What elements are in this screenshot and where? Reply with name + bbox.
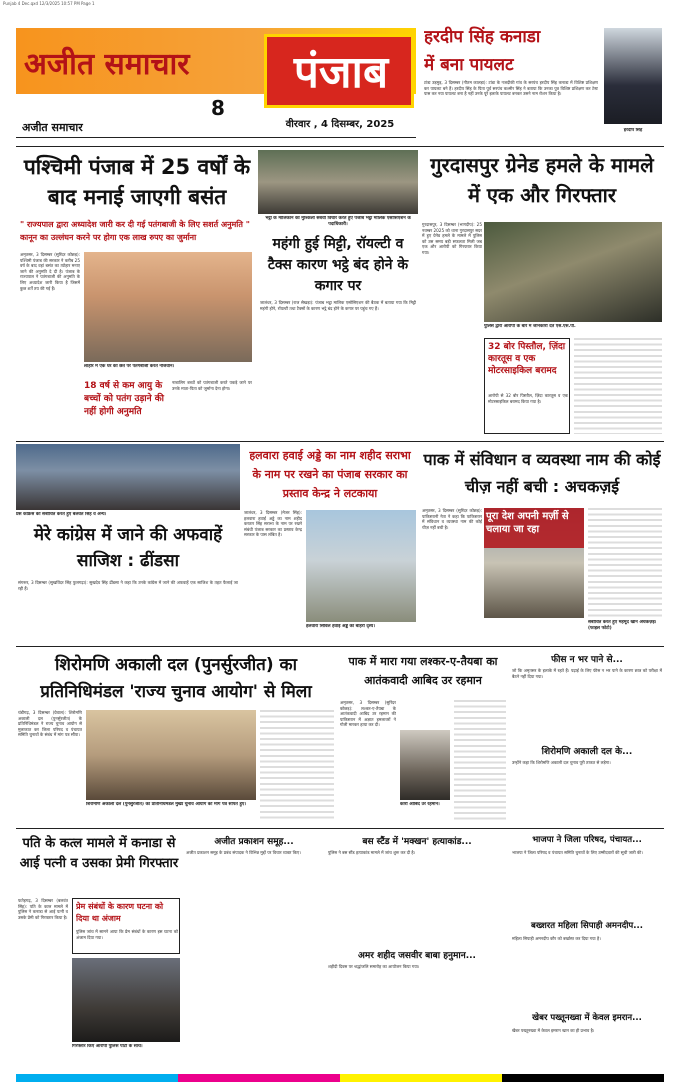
story-grenade: [420, 148, 664, 440]
grenade-headline: गुरदासपुर ग्रेनेड हमले के मामले में एक और गिरफ्तार: [430, 153, 654, 207]
grenade-box: [484, 338, 570, 434]
story-bhajpa: [510, 832, 664, 916]
husband-murder-photo-caption: गिरफ्तार किए आरोपी पुलिस पार्टी के साथ।: [72, 1044, 143, 1049]
halwara-photo-caption: हलवारा सिविल हवाई अड्डे का बाहरी दृश्य।: [306, 624, 375, 629]
dhindsa-photo-caption: प्रैस कांफ्रेंस को संबोधित करते हुए बलवंत सिंह व अन्य।: [16, 512, 107, 517]
color-registration-bar: [16, 1074, 664, 1082]
halwara-headline: हलवारा हवाई अड्डे का नाम शहीद सराभा के नाम पर रखने का पंजाब सरकार का प्रस्ताव केन्द्र ने लटकाया: [249, 449, 411, 500]
husband-murder-box-body: पुलिस जांच में सामने आया कि प्रेम संबंधों के कारण इस घटना को अंजाम दिया गया।: [76, 929, 178, 940]
hardeep-headline-1: हरदीप सिंह कनाडा: [424, 27, 541, 46]
fees-headline: फीस न भर पाने से...: [551, 655, 623, 665]
grenade-photo: [484, 222, 662, 322]
story-bus-stand: [326, 832, 508, 944]
story-hardeep: [424, 18, 664, 146]
lashkar-body-right: [454, 700, 506, 822]
bricks-headline: महंगी हुई मिट्टी, रॉयल्टी व टैक्स कारण भट्ठे बंद होने के कगार पर: [267, 236, 409, 294]
story-ajit-prakash: [184, 832, 324, 1068]
story-basant: [16, 150, 256, 440]
bakhtawar-headline: बख्शरत महिला सिपाही अमनदीप...: [531, 921, 643, 931]
akali-delegation-photo-caption: शिरोमणि अकाली दल (पुनर्सुरजीत) का प्रतिनिधिमंडल मुख्य चुनाव आयोग को मांग पत्र सौंपते हुए।: [86, 802, 247, 807]
lashkar-headline: पाक में मारा गया लश्कर-ए-तैयबा का आतंकवादी आबिद उर रहमान: [348, 655, 498, 687]
basant-body: अमृतसर, 3 दिसम्बर (सुरिंदर कोछड़): पश्चिमी पंजाब की सरकार ने करीब 25 वर्ष के बाद वहां बसंत का त्योहार मनाए जाने की अनुमति दे दी है। पंजाब के राज्यपाल ने पतंगबाजी की अनुमति के लिए अध्यादेश जारी किया है जिसमें कुछ शर्तें तय की गई हैं।: [20, 252, 80, 291]
husband-murder-box-headline: प्रेम संबंधों के कारण घटना को दिया था अंजाम: [76, 902, 164, 923]
akali-delegation-photo: [86, 710, 256, 800]
bus-stand-body: पुलिस ने बस स्टैंड हत्याकांड मामले में जांच शुरू कर दी है।: [328, 850, 416, 855]
paper-name: अजीत समाचार: [24, 47, 190, 82]
fees-body: जो कि अमृतसर के इलाके में रहते हैं। पढ़ाई के लिए फीस न भर पाने के कारण छात्र को परीक्षा में बैठने नहीं दिया गया।: [512, 668, 662, 679]
dhindsa-photo: [16, 444, 240, 510]
paper-name-small: अजीत समाचार: [22, 121, 83, 134]
bhajpa-headline: भाजपा ने जिला परिषद, पंचायत...: [532, 835, 642, 845]
fatehgarh-body: खैबर पख्तूनख्वा में केवल इमरान खान का ही प्रभाव है।: [512, 1028, 595, 1033]
date-line: वीरवार , 4 दिसम्बर, 2025: [285, 119, 395, 130]
ajit-prakash-headline: अजीत प्रकाशन समूह...: [214, 837, 294, 847]
bricks-body: जालंधर, 3 दिसम्बर (राज सेखड़ा): पंजाब भट्ठा मालिक एसोसिएशन की बैठक में बताया गया कि मिट्टी महंगी होने, रॉयल्टी तथा टैक्सों के कारण भट्ठे बंद होने के कगार पर पहुंच गए हैं।: [260, 300, 416, 311]
story-fatehgarh: [510, 1010, 664, 1068]
story-bakhtawar: [510, 918, 664, 1008]
jasvir-headline: अमर शहीद जसवीर बाबा हनुमान...: [358, 951, 476, 961]
hardeep-photo: [604, 28, 662, 124]
story-akali-delegation: [16, 650, 336, 826]
constitution-body-right: [588, 508, 662, 618]
akali-cont-headline: शिरोमणि अकाली दल के...: [541, 747, 633, 757]
story-jasvir: [326, 946, 508, 1068]
halwara-body: जालंधर, 3 दिसम्बर (मेजर सिंह): हलवारा हवाई अड्डे का नाम शहीद करतार सिंह सराभा के नाम पर रखने संबंधी पंजाब सरकार का प्रस्ताव केन्द्र सरकार के पास लंबित है।: [244, 510, 302, 538]
halwara-photo: [306, 510, 416, 622]
ajit-prakash-body: अजीत प्रकाशन समूह के प्रबंध संपादक ने विभिन्न मुद्दों पर विचार व्यक्त किए।: [186, 850, 301, 855]
husband-murder-photo: [72, 958, 180, 1042]
bhajpa-body: भाजपा ने जिला परिषद व पंचायत समिति चुनावों के लिए उम्मीदवारों की सूची जारी की।: [512, 850, 643, 855]
story-husband-murder: [16, 832, 182, 1068]
bus-stand-headline: बस स्टैंड में 'मक्खन' हत्याकांड...: [362, 837, 472, 847]
dhindsa-headline: मेरे कांग्रेस में जाने की अफवाहें साजिश : ढींडसा: [33, 525, 223, 571]
bricks-photo-caption: भट्ठों के मालिकान की मुश्किलों संबंधी विचार करते हुए पंजाब भट्ठा मालिक एसोसिएशन के पदाधिकारी।: [265, 216, 411, 227]
hardeep-headline-2: में बना पायलट: [424, 55, 514, 74]
akali-delegation-headline: शिरोमणि अकाली दल (पुनर्सुरजीत) का प्रतिनिधिमंडल 'राज्य चुनाव आयोग' से मिला: [40, 655, 312, 702]
constitution-body: अमृतसर, 3 दिसम्बर (सुरिंदर कोछड़): पाकिस्तानी नेता ने कहा कि पाकिस्तान में संविधान व व्यवस्था नाम की कोई चीज़ नहीं बची है।: [422, 508, 482, 530]
grenade-body: गुरदासपुर, 3 दिसम्बर (भागदीप): 25 नवम्बर 2025 को थाना गुरदासपुर सदर में हुए ग्रेनेड हमले के मामले में पुलिस को उस समय बड़ी सफलता मिली जब एक और आरोपी को गिरफ्तार किया गया।: [422, 222, 482, 255]
story-dhindsa: [16, 444, 240, 644]
basant-subheadline: 18 वर्ष से कम आयु के बच्चों को पतंग उड़ाने की नहीं होगी अनुमति: [84, 381, 164, 417]
grenade-box-body: आरोपी से 32 बोर पिस्तौल, ज़िंदा कारतूस व एक मोटरसाइकिल बरामद किया गया है।: [488, 393, 568, 404]
basant-headline: पश्चिमी पंजाब में 25 वर्षों के बाद मनाई जाएगी बसंत: [23, 155, 251, 209]
grenade-box-headline: 32 बोर पिस्तौल, ज़िंदा कारतूस व एक मोटरसाइकिल बरामद: [488, 342, 566, 376]
hardeep-body: टांडा उड़मुड़, 3 दिसम्बर (गौतम कालड़ा): टांडा के नजदीकी गांव के सरपंच हरदीप सिंह कनाडा में विशिष्ट प्रशिक्षण कर पायलट बने हैं। हरदीप सिंह के पिता पूर्व सरपंच कश्मीर सिंह ने बताया कि उनका पुत्र विशिष्ट प्रशिक्षण कर टेस्ट पास कर नया पायलट बना है नहीं उनके पूरे इलाके पायलट बनकर उसने नाम रोशन किया है।: [424, 80, 598, 97]
constitution-photo-caption: संबोधित करते हुए महमूद खान अचकज़ई। (फाइल फोटो): [588, 620, 657, 631]
basant-deck: " राज्यपाल द्वारा अध्यादेश जारी कर दी गई पतंगबाजी के लिए सशर्त अनुमति " कानून का उल्लंघन करने पर होगा एक लाख रुपए का जुर्माना: [20, 220, 250, 242]
lashkar-photo: [400, 730, 450, 800]
constitution-pull-quote: पूरा देश अपनी मर्ज़ी से चलाया जा रहा: [484, 508, 584, 548]
bakhtawar-body: महिला सिपाही अमनदीप कौर को बर्खास्त कर दिया गया है।: [512, 936, 601, 941]
akali-delegation-body-right: [260, 710, 334, 822]
section-name: पंजाब: [293, 47, 389, 98]
print-slug: Punjab 4 Dec.qxd 12/3/2025 10:57 PM Page 1: [3, 1, 95, 6]
husband-murder-body: फतेहगढ़, 3 दिसम्बर (बलवंत सिंह): पति के कत्ल मामले में पुलिस ने कनाडा से आई पत्नी व उसके प्रेमी को गिरफ्तार किया है।: [18, 898, 68, 920]
bricks-photo: [258, 150, 418, 214]
fatehgarh-headline: खेबर पख्तूनख्वा में केवल इमरान...: [532, 1013, 642, 1023]
basant-photo-caption: लाहौर में एक घर की छत पर पतंगबाजी करते नौजवान।: [84, 364, 175, 369]
basant-photo: [84, 252, 252, 362]
story-halwara: [242, 444, 418, 644]
basant-subbody: नाबालिग बच्चों को पतंगबाजी करते पकड़े जाने पर उनके माता-पिता को जुर्माना देना होगा।: [172, 380, 252, 391]
dhindsa-body: संगरूर, 3 दिसम्बर (सुखविंदर सिंह फुलगढ़ा): सुखदेव सिंह ढींडसा ने कहा कि उनके कांग्रेस में जाने की अफवाहें एक साजिश के तहत फैलाई जा रही हैं।: [18, 580, 238, 591]
constitution-headline: पाक में संविधान व व्यवस्था नाम की कोई चीज़ नहीं बची : अचकज़ई: [423, 450, 661, 496]
story-bricks: [258, 150, 418, 440]
hardeep-photo-caption: हरदीप सिंह: [623, 128, 643, 133]
story-lashkar: [338, 650, 508, 826]
lashkar-photo-caption: कारी आबिद उर रहमान।: [400, 802, 440, 807]
page-number: 8: [211, 96, 225, 120]
story-fees: [510, 650, 664, 740]
jasvir-body: शहीदी दिवस पर श्रद्धांजलि समारोह का आयोजन किया गया।: [328, 964, 420, 969]
grenade-body-right: [574, 338, 662, 434]
husband-murder-headline: पति के कत्ल मामले में कनाडा से आई पत्नी व उसका प्रेमी गिरफ्तार: [19, 836, 179, 871]
grenade-photo-caption: पुलिस द्वारा आरोपी के बारे में जानकारी देते एस.एस.पी.: [484, 324, 576, 329]
story-constitution: [420, 444, 664, 644]
masthead: [16, 28, 416, 136]
story-akali-cont: [510, 742, 664, 826]
akali-delegation-body: चंडीगढ़, 3 दिसम्बर (ग्रेवाल): शिरोमणि अकाली दल (पुनर्सुरजीत) के प्रतिनिधिमंडल ने राज्य चुनाव आयोग से मुलाकात कर जिला परिषद व पंचायत समिति चुनावों के संबंध में मांग पत्र सौंपा।: [18, 710, 82, 738]
akali-cont-body: उन्होंने कहा कि शिरोमणि अकाली दल चुनाव पूरी ताकत से लड़ेगा।: [512, 760, 611, 765]
husband-murder-box: [72, 898, 180, 954]
lashkar-body: अमृतसर, 3 दिसम्बर (सुरिंदर कोछड़): लश्कर-ए-तैयबा के आतंकवादी आबिद उर रहमान की पाकिस्तान में अज्ञात हमलावरों ने गोली मारकर हत्या कर दी।: [340, 700, 396, 728]
